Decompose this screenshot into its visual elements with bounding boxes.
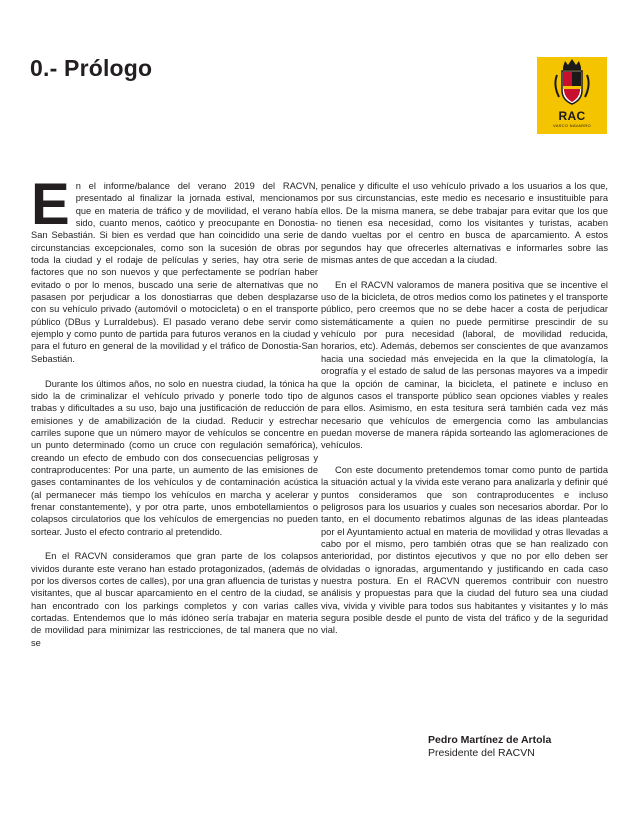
signature-role: Presidente del RACVN [428,747,535,759]
page-title: 0.- Prólogo [30,55,153,81]
logo-name: RAC [558,109,586,123]
rac-logo [537,57,607,134]
column-right [321,180,608,649]
paragraph: En el RACVN valoramos de manera positiva que se incentive el uso de la bicicleta, de otros medios como los patinetes y el transporte público, pero creemos que no se debe hacer a costa de perjudicar sistemáticamente a quien no puede permitirse prescindir de su vehículo por pura necesidad (laboral, de movilidad reducida, horarios, etc). Además, debemos ser conscientes de que avanzamos hacia una sociedad más envejecida en la que la climatología, la orografía y el estado de salud de las personas mayores va a impedir que la opción de caminar, la bicicleta, el patinete e incluso en algunos casos el transporte público sean opciones viables y reales para ellos. Asimismo, en esta tesitura será también cada vez más necesario que vehículos de emergencia como las ambulancias puedan moverse de manera rápida sorteando las aglomeraciones de vehículos. [321,279,608,451]
paragraph: En el RACVN consideramos que gran parte de los colapsos vividos durante este verano han estado protagonizados, (además de por los diversos cortes de calles), por una gran afluencia de turistas y visitantes, que al buscar aparcamiento en el centro de la ciudad, se han encontrado con los parkings completos y con varias calles cortadas. Entendemos que lo más idóneo sería trabajar en materia de movilidad para minimizar las restricciones, de tal manera que no se [31,551,318,648]
signature [428,734,551,760]
drop-cap: E [31,172,70,237]
paragraph-text: n el informe/balance del verano 2019 del RACVN, presentado al finalizar la jornada estival, mencionamos que en materia de tráfico y de movilidad, el verano había sido, cuanto menos, caótico y preocupante en Donostia-San Sebastián. Si bien es verdad que han coincidido una serie de circunstancias excepcionales, como son la sucesión de obras por toda la ciudad y el rodaje de películas y series, hay otra serie de factores que no son nuevos y que perfectamente se podrían haber evitado o por lo menos, buscado una serie de alternativas que no pasasen por perjudicar a los donostiarras que deben desplazarse con su vehículo privado (automóvil o motocicleta) o en el transporte público (DBus y Lurraldebus). El pasado verano debe servir como ejemplo y como punto de partida para futuros veranos en la ciudad y para el futuro en general de la movilidad y el tráfico de Donostia-San Sebastián. [31,181,318,364]
logo-subtitle: VASCO NAVARRO [553,123,591,128]
paragraph: penalice y dificulte el uso vehículo privado a los usuarios a los que, por sus circunstancias, este medio es necesario e insustituible para ellos. De la misma manera, se debe trabajar para evitar que los que no tienen esa necesidad, como los visitantes y turistas, acaben dando vueltas por el centro en busca de aparcamiento. A estos segundos hay que ofrecerles alternativas e informarles sobre las mismas antes de que accedan a la ciudad. [321,181,608,266]
paragraph: Durante los últimos años, no solo en nuestra ciudad, la tónica ha sido la de criminalizar el vehículo privado y ponerle todo tipo de trabas y dificultades a su uso, bajo una justificación de reducción de emisiones y de amabilización de la ciudad. Reducir y estrechar carriles supone que un número mayor de vehículos se concentre en un punto determinado (como un cruce con regulación semafórica), creando un efecto de embudo con dos consecuencias peligrosas y contraproducentes: Por una parte, un aumento de las emisiones de gases contaminantes de los vehículos y de contaminación acústica (al permanecer más tiempo los vehículos en marcha y acelerar y frenar constantemente), y por otra parte, unos embotellamientos o colapsos circulatorios que los vehículos de emergencias no pueden sortear. Justo el efecto contrario al pretendido. [31,378,318,537]
column-left [31,172,318,661]
paragraph: Con este documento pretendemos tomar como punto de partida la situación actual y la vivida este verano para analizarla y definir qué puntos consideramos que son contraproducentes e incluso peligrosos para los usuarios y cuales son necesarios abordar. Por lo tanto, en el documento rebatimos algunas de las ideas planteadas por el Ayuntamiento actual en materia de movilidad y otras llevadas a cabo por el mismo, pero también otras que se han realizado con anterioridad, por distintos ejecutivos y que no por ello deben ser olvidadas o ignoradas, argumentando y justificando en cada caso nuestra postura. En el RACVN queremos contribuir con nuestro análisis y propuestas para que la ciudad del futuro sea una ciudad viva, vivida y vivible para todos sus habitantes y visitantes y lo más segura posible desde el punto de vista del tráfico y de la seguridad vial. [321,464,608,636]
signature-name: Pedro Martínez de Artola [428,734,552,746]
crest-icon [537,57,607,109]
paragraph [31,172,318,365]
